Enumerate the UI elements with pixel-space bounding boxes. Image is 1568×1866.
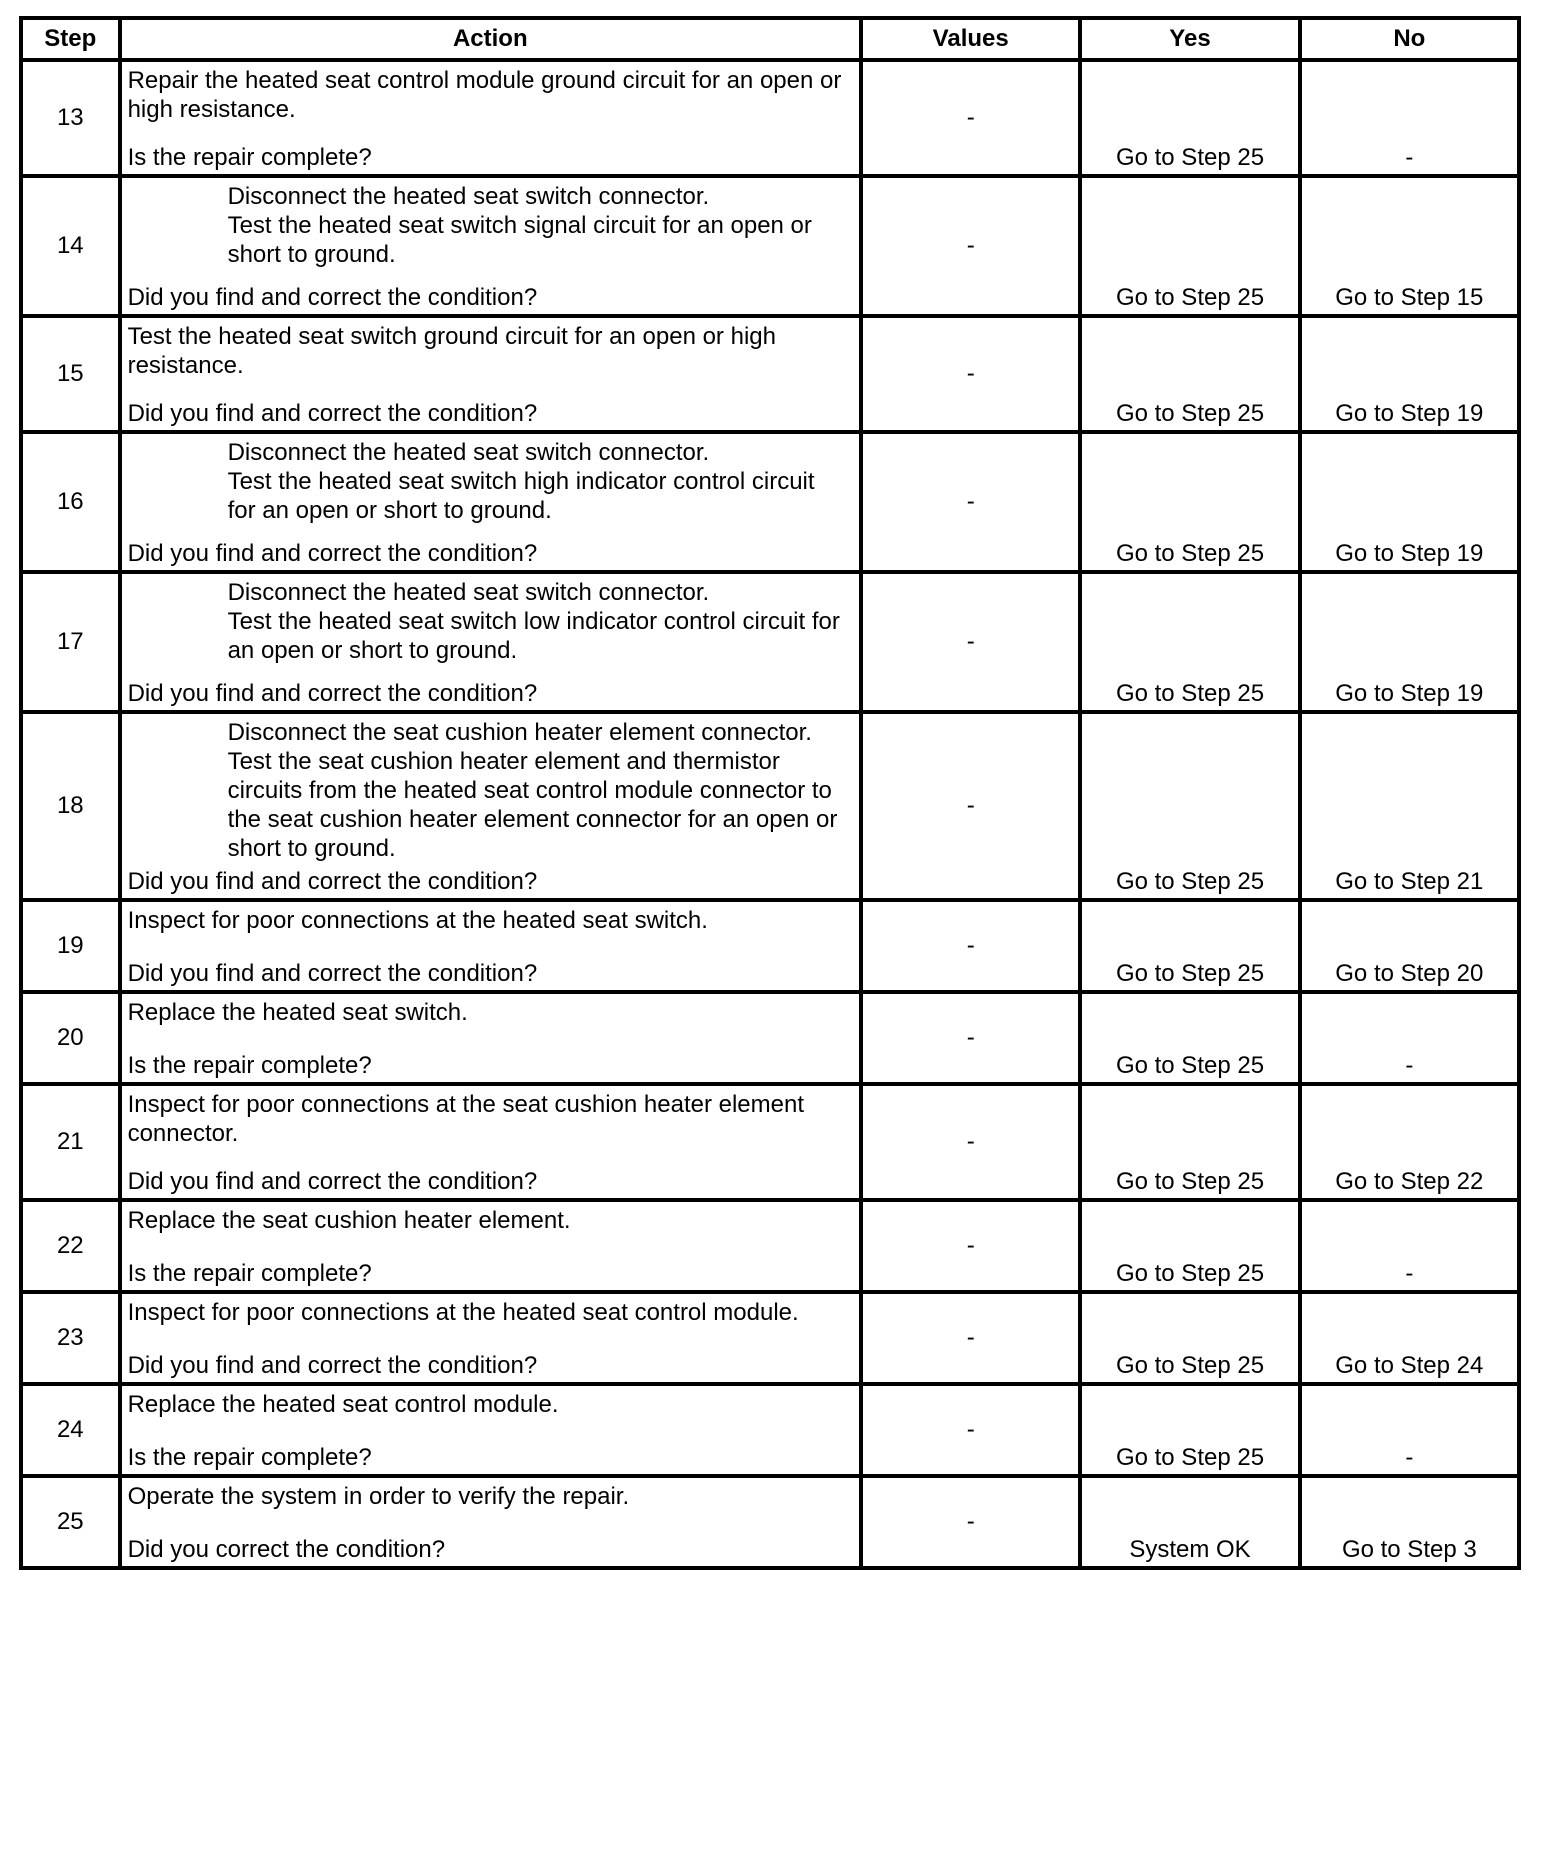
yes-outcome: Go to Step 25: [1115, 960, 1265, 987]
header-values: Values: [861, 18, 1080, 60]
action-question: Did you correct the condition?: [127, 1536, 446, 1563]
values-cell: -: [861, 1200, 1080, 1292]
yes-content: [1082, 902, 1297, 990]
action-instruction: Replace the heated seat switch.: [127, 999, 468, 1026]
values-cell: -: [861, 900, 1080, 992]
no-outcome: -: [1405, 144, 1414, 171]
action-question: Did you find and correct the condition?: [127, 1352, 538, 1379]
action-content: [122, 1086, 859, 1198]
no-content: [1302, 1086, 1517, 1198]
action-content: [122, 902, 859, 990]
no-cell: [1300, 900, 1519, 992]
action-question: Is the repair complete?: [127, 144, 372, 171]
step-number: 21: [21, 1084, 120, 1200]
yes-cell: [1080, 992, 1299, 1084]
yes-outcome: Go to Step 25: [1115, 540, 1265, 567]
no-cell: [1300, 572, 1519, 712]
no-cell: [1300, 1084, 1519, 1200]
action-content: [122, 1202, 859, 1290]
no-outcome: Go to Step 19: [1335, 540, 1484, 567]
no-cell: [1300, 176, 1519, 316]
values-cell: -: [861, 1476, 1080, 1568]
no-outcome: Go to Step 19: [1335, 680, 1484, 707]
action-content: [122, 62, 859, 174]
no-cell: [1300, 992, 1519, 1084]
step-number: 22: [21, 1200, 120, 1292]
yes-content: [1082, 1086, 1297, 1198]
header-action: Action: [120, 18, 861, 60]
yes-content: [1082, 178, 1297, 314]
action-cell: [120, 1200, 861, 1292]
no-cell: [1300, 432, 1519, 572]
table-row: [21, 60, 1519, 176]
no-content: [1302, 1478, 1517, 1566]
values-cell: -: [861, 60, 1080, 176]
yes-content: [1082, 1294, 1297, 1382]
action-question: Did you find and correct the condition?: [127, 960, 538, 987]
action-cell: [120, 1384, 861, 1476]
action-instruction: Inspect for poor connections at the heated seat control module.: [127, 1299, 799, 1326]
step-number: 17: [21, 572, 120, 712]
step-number: 23: [21, 1292, 120, 1384]
step-number: 24: [21, 1384, 120, 1476]
table-row: [21, 572, 1519, 712]
yes-content: [1082, 1478, 1297, 1566]
yes-cell: [1080, 432, 1299, 572]
step-number: 14: [21, 176, 120, 316]
step-number: 18: [21, 712, 120, 900]
action-instruction: Disconnect the seat cushion heater element connector. Test the seat cushion heater element and thermistor circuits from the heated seat control module connector to the seat cushion heater element connector for an open or short to ground.: [227, 719, 838, 862]
yes-content: [1082, 1386, 1297, 1474]
action-cell: [120, 900, 861, 992]
no-content: [1302, 574, 1517, 710]
table-row: [21, 712, 1519, 900]
action-question: Is the repair complete?: [127, 1260, 372, 1287]
action-instruction: Operate the system in order to verify the repair.: [127, 1483, 630, 1510]
yes-outcome: Go to Step 25: [1115, 1352, 1265, 1379]
yes-outcome: Go to Step 25: [1115, 144, 1265, 171]
header-row: [21, 18, 1519, 60]
action-content: [122, 714, 859, 898]
action-cell: [120, 432, 861, 572]
action-content: [122, 434, 859, 570]
no-content: [1302, 714, 1517, 898]
values-cell: -: [861, 712, 1080, 900]
action-question: Did you find and correct the condition?: [127, 284, 538, 311]
action-cell: [120, 1292, 861, 1384]
no-outcome: Go to Step 15: [1335, 284, 1484, 311]
action-question: Did you find and correct the condition?: [127, 680, 538, 707]
step-number: 13: [21, 60, 120, 176]
table-row: [21, 992, 1519, 1084]
no-cell: [1300, 712, 1519, 900]
table-row: [21, 316, 1519, 432]
step-number: 25: [21, 1476, 120, 1568]
action-cell: [120, 1084, 861, 1200]
action-instruction: Disconnect the heated seat switch connector. Test the heated seat switch high indicator control circuit for an open or short to ground.: [227, 439, 815, 524]
action-cell: [120, 60, 861, 176]
yes-cell: [1080, 1384, 1299, 1476]
action-instruction: Repair the heated seat control module ground circuit for an open or high resistance.: [127, 67, 842, 123]
no-cell: [1300, 60, 1519, 176]
no-outcome: Go to Step 22: [1335, 1168, 1484, 1195]
yes-outcome: Go to Step 25: [1115, 1052, 1265, 1079]
yes-outcome: Go to Step 25: [1115, 680, 1265, 707]
no-cell: [1300, 1200, 1519, 1292]
no-content: [1302, 1202, 1517, 1290]
action-cell: [120, 316, 861, 432]
yes-outcome: Go to Step 25: [1115, 284, 1265, 311]
action-content: [122, 574, 859, 710]
yes-cell: [1080, 1476, 1299, 1568]
yes-cell: [1080, 1292, 1299, 1384]
table-row: [21, 1200, 1519, 1292]
table-row: [21, 432, 1519, 572]
header-yes: Yes: [1080, 18, 1299, 60]
yes-content: [1082, 994, 1297, 1082]
action-cell: [120, 992, 861, 1084]
table-row: [21, 1084, 1519, 1200]
action-cell: [120, 572, 861, 712]
action-content: [122, 178, 859, 314]
table-row: [21, 176, 1519, 316]
action-content: [122, 318, 859, 430]
values-cell: -: [861, 316, 1080, 432]
values-cell: -: [861, 992, 1080, 1084]
step-number: 15: [21, 316, 120, 432]
values-cell: -: [861, 176, 1080, 316]
no-outcome: Go to Step 19: [1335, 400, 1484, 427]
step-number: 16: [21, 432, 120, 572]
no-outcome: Go to Step 20: [1335, 960, 1484, 987]
no-cell: [1300, 1292, 1519, 1384]
step-number: 20: [21, 992, 120, 1084]
yes-cell: [1080, 712, 1299, 900]
table-row: [21, 1292, 1519, 1384]
values-cell: -: [861, 1084, 1080, 1200]
header-no: No: [1300, 18, 1519, 60]
no-cell: [1300, 1476, 1519, 1568]
yes-content: [1082, 62, 1297, 174]
action-content: [122, 1478, 859, 1566]
action-instruction: Inspect for poor connections at the heated seat switch.: [127, 907, 708, 934]
yes-cell: [1080, 60, 1299, 176]
action-question: Is the repair complete?: [127, 1444, 372, 1471]
no-outcome: Go to Step 21: [1335, 868, 1484, 895]
no-outcome: Go to Step 24: [1335, 1352, 1484, 1379]
no-outcome: -: [1405, 1052, 1414, 1079]
yes-content: [1082, 1202, 1297, 1290]
no-content: [1302, 994, 1517, 1082]
yes-content: [1082, 318, 1297, 430]
no-content: [1302, 1294, 1517, 1382]
yes-outcome: Go to Step 25: [1115, 400, 1265, 427]
action-instruction: Replace the seat cushion heater element.: [127, 1207, 571, 1234]
values-cell: -: [861, 432, 1080, 572]
action-instruction: Disconnect the heated seat switch connector. Test the heated seat switch signal circuit for an open or short to ground.: [227, 183, 812, 268]
action-content: [122, 994, 859, 1082]
action-content: [122, 1294, 859, 1382]
values-cell: -: [861, 1384, 1080, 1476]
yes-outcome: Go to Step 25: [1115, 1444, 1265, 1471]
yes-outcome: System OK: [1129, 1536, 1251, 1563]
action-instruction: Inspect for poor connections at the seat cushion heater element connector.: [127, 1091, 804, 1147]
no-content: [1302, 62, 1517, 174]
yes-cell: [1080, 900, 1299, 992]
action-cell: [120, 1476, 861, 1568]
values-cell: -: [861, 1292, 1080, 1384]
no-content: [1302, 434, 1517, 570]
step-number: 19: [21, 900, 120, 992]
action-question: Did you find and correct the condition?: [127, 1168, 538, 1195]
no-content: [1302, 1386, 1517, 1474]
action-question: Did you find and correct the condition?: [127, 868, 538, 895]
yes-outcome: Go to Step 25: [1115, 868, 1265, 895]
yes-outcome: Go to Step 25: [1115, 1260, 1265, 1287]
table-row: [21, 1476, 1519, 1568]
action-question: Is the repair complete?: [127, 1052, 372, 1079]
yes-outcome: Go to Step 25: [1115, 1168, 1265, 1195]
header-step: Step: [21, 18, 120, 60]
action-cell: [120, 712, 861, 900]
yes-cell: [1080, 316, 1299, 432]
table-row: [21, 900, 1519, 992]
action-instruction: Replace the heated seat control module.: [127, 1391, 559, 1418]
yes-cell: [1080, 176, 1299, 316]
yes-content: [1082, 434, 1297, 570]
no-content: [1302, 318, 1517, 430]
table-row: [21, 1384, 1519, 1476]
action-instruction: Test the heated seat switch ground circuit for an open or high resistance.: [127, 323, 776, 379]
no-outcome: -: [1405, 1444, 1414, 1471]
no-outcome: Go to Step 3: [1341, 1536, 1477, 1563]
no-content: [1302, 178, 1517, 314]
yes-content: [1082, 714, 1297, 898]
no-content: [1302, 902, 1517, 990]
no-outcome: -: [1405, 1260, 1414, 1287]
yes-content: [1082, 574, 1297, 710]
action-cell: [120, 176, 861, 316]
action-content: [122, 1386, 859, 1474]
yes-cell: [1080, 1084, 1299, 1200]
yes-cell: [1080, 1200, 1299, 1292]
yes-cell: [1080, 572, 1299, 712]
action-question: Did you find and correct the condition?: [127, 540, 538, 567]
no-cell: [1300, 316, 1519, 432]
diagnostic-table: [19, 16, 1521, 1570]
no-cell: [1300, 1384, 1519, 1476]
action-question: Did you find and correct the condition?: [127, 400, 538, 427]
values-cell: -: [861, 572, 1080, 712]
action-instruction: Disconnect the heated seat switch connector. Test the heated seat switch low indicator control circuit for an open or short to ground.: [227, 579, 840, 664]
